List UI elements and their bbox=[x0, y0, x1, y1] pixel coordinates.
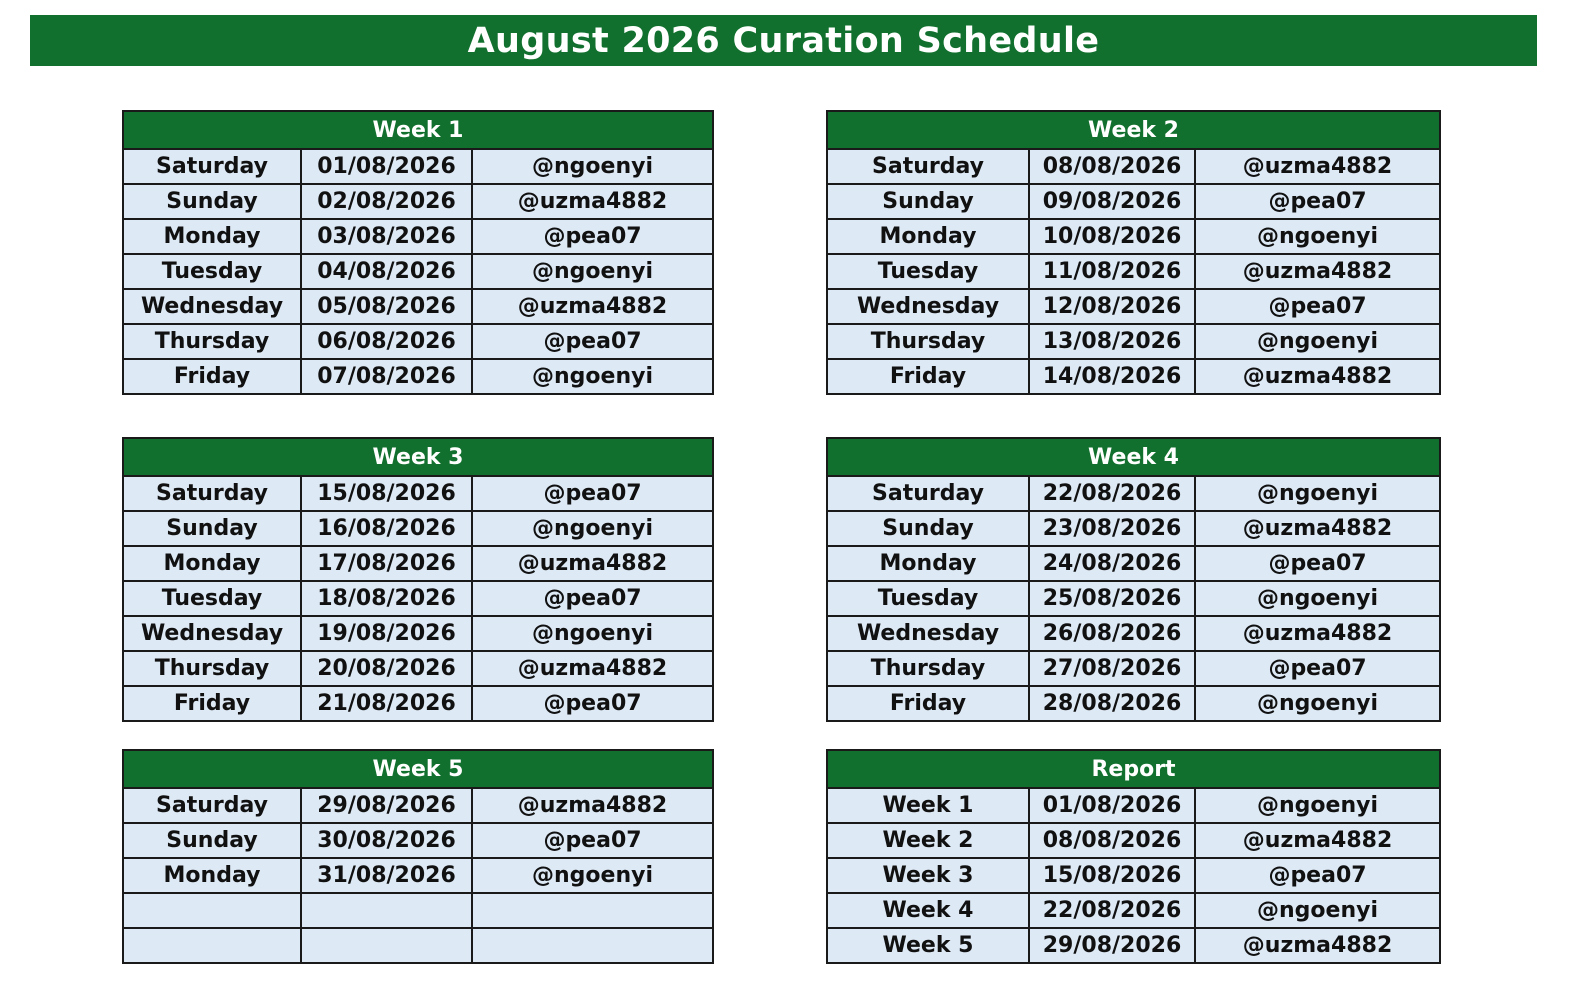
table-row bbox=[827, 219, 1440, 254]
table-row bbox=[123, 893, 713, 928]
curator-cell: @pea07 bbox=[1195, 546, 1440, 581]
date-cell: 29/08/2026 bbox=[1029, 928, 1195, 963]
date-cell: 14/08/2026 bbox=[1029, 359, 1195, 394]
table-row bbox=[827, 324, 1440, 359]
date-cell: 13/08/2026 bbox=[1029, 324, 1195, 359]
curator-cell: @pea07 bbox=[1195, 651, 1440, 686]
table-row bbox=[827, 546, 1440, 581]
day-cell: Friday bbox=[827, 686, 1029, 721]
day-cell: Tuesday bbox=[123, 254, 301, 289]
curator-cell: @uzma4882 bbox=[472, 546, 713, 581]
curator-cell: @ngoenyi bbox=[1195, 581, 1440, 616]
week2-table bbox=[826, 110, 1441, 395]
week3-header: Week 3 bbox=[123, 438, 713, 476]
curator-cell: @ngoenyi bbox=[472, 254, 713, 289]
date-cell: 21/08/2026 bbox=[301, 686, 472, 721]
day-cell: Friday bbox=[123, 686, 301, 721]
date-cell: 29/08/2026 bbox=[301, 788, 472, 823]
table-row bbox=[123, 219, 713, 254]
day-cell: Thursday bbox=[123, 651, 301, 686]
day-cell: Week 1 bbox=[827, 788, 1029, 823]
day-cell: Tuesday bbox=[827, 581, 1029, 616]
day-cell: Monday bbox=[827, 219, 1029, 254]
day-cell: Wednesday bbox=[123, 289, 301, 324]
table-row bbox=[123, 686, 713, 721]
day-cell: Friday bbox=[123, 359, 301, 394]
date-cell: 12/08/2026 bbox=[1029, 289, 1195, 324]
curator-cell: @ngoenyi bbox=[472, 149, 713, 184]
curator-cell: @ngoenyi bbox=[472, 858, 713, 893]
table-row bbox=[123, 289, 713, 324]
table-row bbox=[123, 788, 713, 823]
day-cell: Saturday bbox=[827, 476, 1029, 511]
curator-cell: @uzma4882 bbox=[472, 289, 713, 324]
day-cell: Week 4 bbox=[827, 893, 1029, 928]
table-row bbox=[827, 184, 1440, 219]
date-cell: 16/08/2026 bbox=[301, 511, 472, 546]
date-cell: 23/08/2026 bbox=[1029, 511, 1195, 546]
curator-cell: @ngoenyi bbox=[1195, 324, 1440, 359]
date-cell: 15/08/2026 bbox=[301, 476, 472, 511]
curator-cell bbox=[472, 928, 713, 963]
curator-cell: @pea07 bbox=[1195, 858, 1440, 893]
day-cell: Sunday bbox=[123, 511, 301, 546]
day-cell bbox=[123, 893, 301, 928]
curator-cell: @uzma4882 bbox=[1195, 823, 1440, 858]
curator-cell: @uzma4882 bbox=[472, 651, 713, 686]
date-cell: 03/08/2026 bbox=[301, 219, 472, 254]
date-cell: 17/08/2026 bbox=[301, 546, 472, 581]
date-cell bbox=[301, 893, 472, 928]
day-cell: Saturday bbox=[123, 788, 301, 823]
day-cell bbox=[123, 928, 301, 963]
curator-cell: @ngoenyi bbox=[472, 616, 713, 651]
date-cell: 25/08/2026 bbox=[1029, 581, 1195, 616]
curator-cell: @pea07 bbox=[1195, 289, 1440, 324]
day-cell: Wednesday bbox=[123, 616, 301, 651]
date-cell: 01/08/2026 bbox=[1029, 788, 1195, 823]
day-cell: Friday bbox=[827, 359, 1029, 394]
curator-cell: @pea07 bbox=[472, 324, 713, 359]
curator-cell: @uzma4882 bbox=[472, 184, 713, 219]
day-cell: Sunday bbox=[827, 184, 1029, 219]
day-cell: Monday bbox=[123, 546, 301, 581]
curator-cell: @pea07 bbox=[472, 823, 713, 858]
date-cell: 04/08/2026 bbox=[301, 254, 472, 289]
curator-cell: @pea07 bbox=[472, 219, 713, 254]
day-cell: Thursday bbox=[123, 324, 301, 359]
curator-cell: @pea07 bbox=[472, 476, 713, 511]
table-row bbox=[123, 651, 713, 686]
day-cell: Sunday bbox=[827, 511, 1029, 546]
table-row bbox=[123, 928, 713, 963]
day-cell: Tuesday bbox=[827, 254, 1029, 289]
table-row bbox=[123, 616, 713, 651]
table-row bbox=[827, 289, 1440, 324]
table-row bbox=[827, 823, 1440, 858]
week5-table bbox=[122, 749, 714, 964]
date-cell: 08/08/2026 bbox=[1029, 823, 1195, 858]
curator-cell: @pea07 bbox=[472, 581, 713, 616]
day-cell: Monday bbox=[123, 219, 301, 254]
curator-cell: @ngoenyi bbox=[1195, 476, 1440, 511]
date-cell: 09/08/2026 bbox=[1029, 184, 1195, 219]
day-cell: Saturday bbox=[827, 149, 1029, 184]
day-cell: Week 3 bbox=[827, 858, 1029, 893]
day-cell: Sunday bbox=[123, 823, 301, 858]
date-cell: 18/08/2026 bbox=[301, 581, 472, 616]
date-cell: 11/08/2026 bbox=[1029, 254, 1195, 289]
date-cell: 22/08/2026 bbox=[1029, 893, 1195, 928]
date-cell: 01/08/2026 bbox=[301, 149, 472, 184]
day-cell: Week 2 bbox=[827, 823, 1029, 858]
date-cell: 19/08/2026 bbox=[301, 616, 472, 651]
table-row bbox=[827, 581, 1440, 616]
date-cell: 02/08/2026 bbox=[301, 184, 472, 219]
curator-cell: @ngoenyi bbox=[1195, 219, 1440, 254]
table-row bbox=[123, 254, 713, 289]
curator-cell bbox=[472, 893, 713, 928]
week2-header: Week 2 bbox=[827, 111, 1440, 149]
table-row bbox=[123, 823, 713, 858]
day-cell: Monday bbox=[123, 858, 301, 893]
report-header: Report bbox=[827, 750, 1440, 788]
curator-cell: @uzma4882 bbox=[1195, 511, 1440, 546]
curator-cell: @ngoenyi bbox=[1195, 788, 1440, 823]
report-table bbox=[826, 749, 1441, 964]
table-row bbox=[827, 149, 1440, 184]
date-cell: 20/08/2026 bbox=[301, 651, 472, 686]
table-row bbox=[827, 254, 1440, 289]
date-cell: 31/08/2026 bbox=[301, 858, 472, 893]
day-cell: Wednesday bbox=[827, 289, 1029, 324]
day-cell: Wednesday bbox=[827, 616, 1029, 651]
date-cell: 24/08/2026 bbox=[1029, 546, 1195, 581]
date-cell: 10/08/2026 bbox=[1029, 219, 1195, 254]
table-row bbox=[123, 511, 713, 546]
curator-cell: @uzma4882 bbox=[472, 788, 713, 823]
curator-cell: @pea07 bbox=[1195, 184, 1440, 219]
table-row bbox=[827, 686, 1440, 721]
curator-cell: @ngoenyi bbox=[472, 511, 713, 546]
table-row bbox=[827, 651, 1440, 686]
table-row bbox=[827, 616, 1440, 651]
table-row bbox=[827, 893, 1440, 928]
curator-cell: @uzma4882 bbox=[1195, 149, 1440, 184]
curator-cell: @uzma4882 bbox=[1195, 254, 1440, 289]
date-cell: 28/08/2026 bbox=[1029, 686, 1195, 721]
day-cell: Thursday bbox=[827, 324, 1029, 359]
page-title: August 2026 Curation Schedule bbox=[30, 15, 1537, 66]
date-cell: 22/08/2026 bbox=[1029, 476, 1195, 511]
day-cell: Thursday bbox=[827, 651, 1029, 686]
table-row bbox=[123, 581, 713, 616]
day-cell: Week 5 bbox=[827, 928, 1029, 963]
date-cell: 15/08/2026 bbox=[1029, 858, 1195, 893]
table-row bbox=[123, 149, 713, 184]
day-cell: Saturday bbox=[123, 149, 301, 184]
day-cell: Tuesday bbox=[123, 581, 301, 616]
day-cell: Sunday bbox=[123, 184, 301, 219]
week1-header: Week 1 bbox=[123, 111, 713, 149]
table-row bbox=[827, 928, 1440, 963]
table-row bbox=[827, 476, 1440, 511]
table-row bbox=[123, 324, 713, 359]
table-row bbox=[123, 858, 713, 893]
week5-header: Week 5 bbox=[123, 750, 713, 788]
date-cell: 05/08/2026 bbox=[301, 289, 472, 324]
table-row bbox=[123, 184, 713, 219]
table-row bbox=[827, 858, 1440, 893]
date-cell: 27/08/2026 bbox=[1029, 651, 1195, 686]
table-row bbox=[827, 511, 1440, 546]
week1-table bbox=[122, 110, 714, 395]
curator-cell: @pea07 bbox=[472, 686, 713, 721]
week4-header: Week 4 bbox=[827, 438, 1440, 476]
week3-table bbox=[122, 437, 714, 722]
date-cell bbox=[301, 928, 472, 963]
curator-cell: @ngoenyi bbox=[1195, 893, 1440, 928]
date-cell: 30/08/2026 bbox=[301, 823, 472, 858]
curator-cell: @uzma4882 bbox=[1195, 616, 1440, 651]
table-row bbox=[827, 788, 1440, 823]
day-cell: Monday bbox=[827, 546, 1029, 581]
table-row bbox=[123, 546, 713, 581]
table-row bbox=[123, 476, 713, 511]
curator-cell: @ngoenyi bbox=[1195, 686, 1440, 721]
curator-cell: @uzma4882 bbox=[1195, 928, 1440, 963]
table-row bbox=[123, 359, 713, 394]
date-cell: 06/08/2026 bbox=[301, 324, 472, 359]
date-cell: 08/08/2026 bbox=[1029, 149, 1195, 184]
date-cell: 07/08/2026 bbox=[301, 359, 472, 394]
date-cell: 26/08/2026 bbox=[1029, 616, 1195, 651]
table-row bbox=[827, 359, 1440, 394]
day-cell: Saturday bbox=[123, 476, 301, 511]
curator-cell: @uzma4882 bbox=[1195, 359, 1440, 394]
week4-table bbox=[826, 437, 1441, 722]
curator-cell: @ngoenyi bbox=[472, 359, 713, 394]
